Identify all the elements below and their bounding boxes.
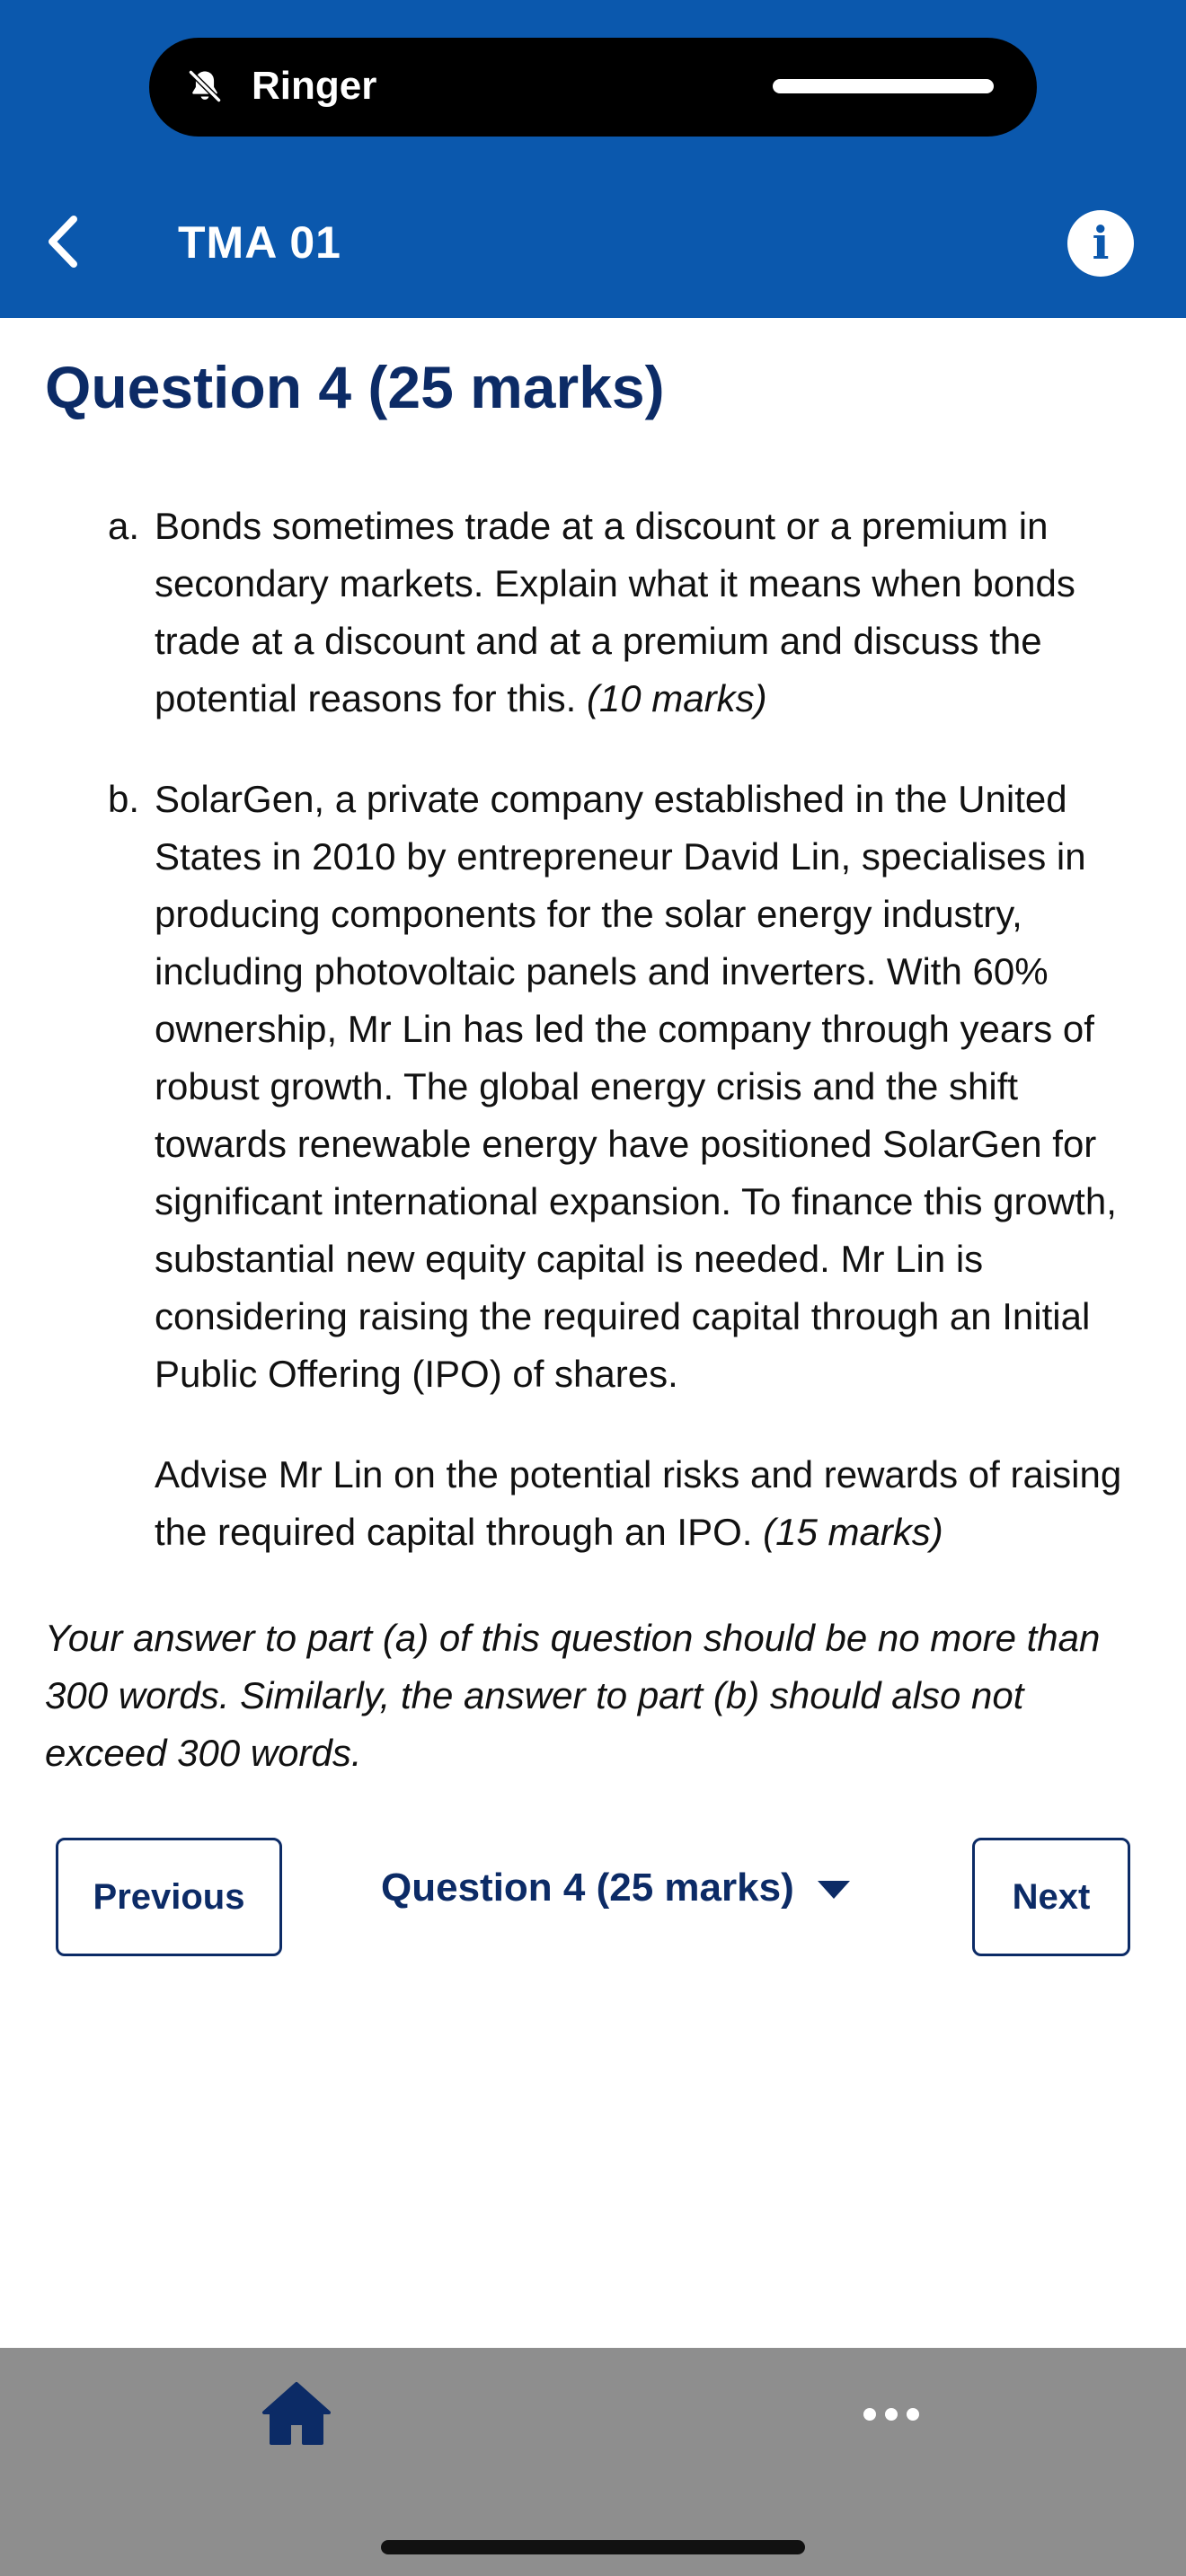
page-title: Question 4 (25 marks) (45, 354, 665, 420)
chevron-left-icon[interactable] (40, 210, 90, 273)
question-part-b-marker: b. (108, 778, 140, 820)
question-part-a-text: Bonds sometimes trade at a discount or a premium in secondary markets. Explain what it means when bonds trade at a discount and at a premium and discuss the potential reasons for this. (10 marks) (155, 505, 1075, 719)
previous-button[interactable]: Previous (56, 1838, 282, 1956)
bell-slash-icon (185, 66, 225, 106)
question-part-b (45, 771, 1150, 1561)
more-horizontal-icon[interactable] (861, 2398, 922, 2430)
question-part-b-scenario: SolarGen, a private company established in the United States in 2010 by entrepreneur David Lin, specialises in producing components for the solar energy industry, including photovoltaic panels and inverters. With 60% ownership, Mr Lin has led the company through years of robust growth. The global energy crisis and the shift towards renewable energy have positioned SolarGen for significant international expansion. To finance this growth, substantial new equity capital is needed. Mr Lin is considering raising the required capital through an Initial Public Offering (IPO) of shares. (155, 778, 1117, 1395)
next-button[interactable]: Next (972, 1838, 1130, 1956)
ringer-label: Ringer (252, 64, 377, 108)
question-part-a-marks: (10 marks) (586, 677, 767, 719)
home-icon[interactable] (261, 2380, 332, 2447)
home-indicator (381, 2540, 805, 2554)
ringer-volume-bar (773, 79, 994, 93)
question-selector[interactable] (381, 1859, 850, 1917)
question-list (45, 498, 1150, 1561)
word-limit-note: Your answer to part (a) of this question should be no more than 300 words. Similarly, the answer to part (b) should also not exceed 300 words. (45, 1617, 1101, 1774)
question-part-a-marker: a. (108, 505, 140, 547)
caret-down-icon (818, 1881, 850, 1899)
nav-title: TMA 01 (178, 217, 341, 268)
question-selector-label: Question 4 (25 marks) (381, 1866, 794, 1910)
info-icon[interactable]: i (1067, 210, 1134, 277)
question-part-b-task: Advise Mr Lin on the potential risks and rewards of raising the required capital through an IPO. (15 marks) (155, 1453, 1122, 1553)
question-part-a (45, 498, 1150, 728)
question-part-b-marks: (15 marks) (763, 1511, 943, 1553)
